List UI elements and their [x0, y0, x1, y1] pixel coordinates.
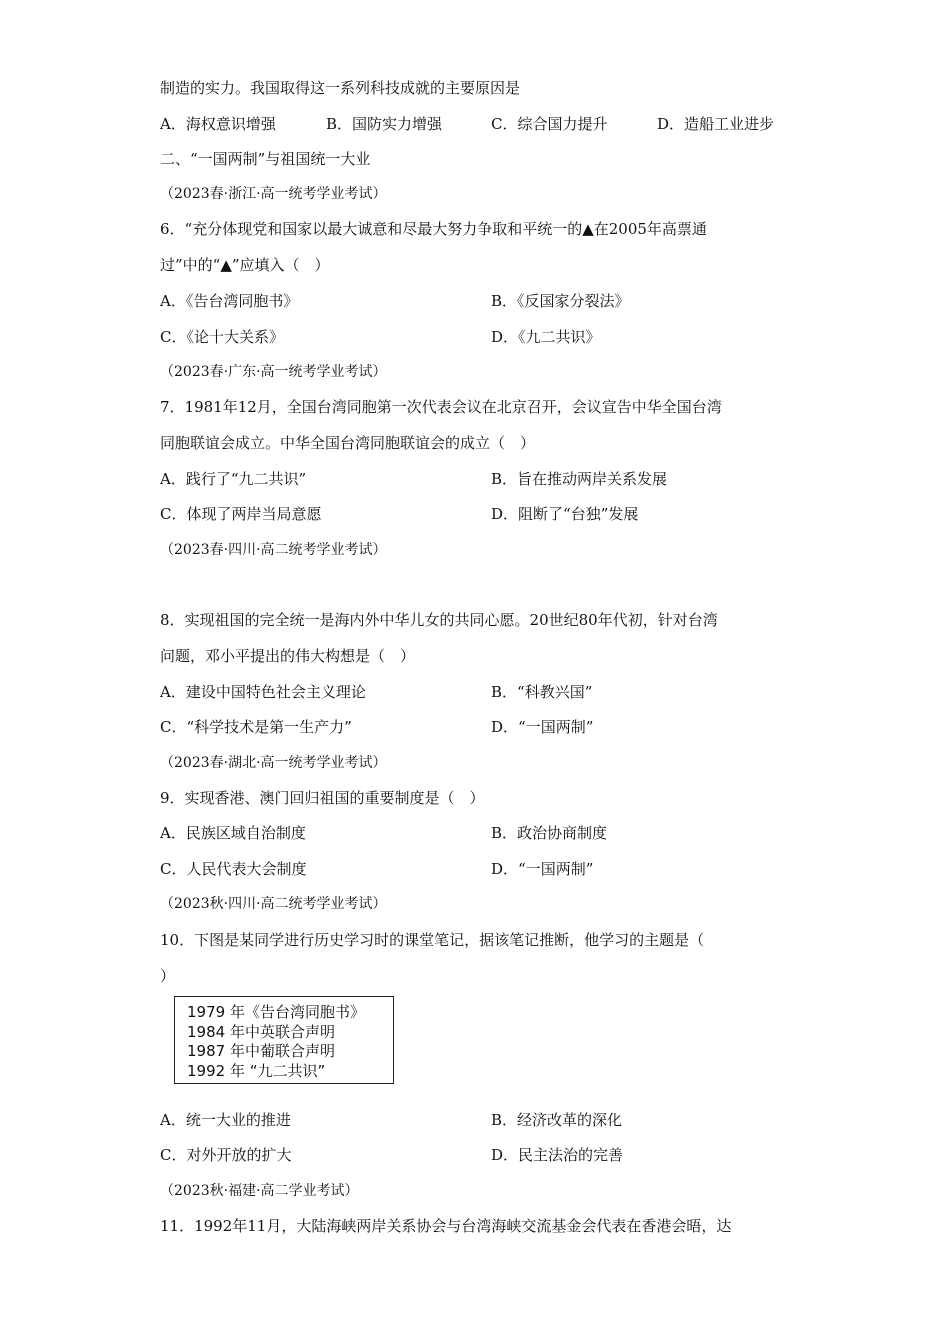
- question-text-line: 11．1992年11月，大陆海峡两岸关系协会与台湾海峡交流基金会代表在香港会晤，达: [160, 1217, 732, 1235]
- option-d: D．“一国两制”: [491, 860, 594, 878]
- note-line: 1987 年中葡联合声明: [187, 1042, 335, 1060]
- question-source: （2023秋·福建·高二学业考试）: [160, 1183, 359, 1199]
- question-text-line: 问题，邓小平提出的伟大构想是（ ）: [160, 647, 416, 665]
- option-d: D．造船工业进步: [657, 115, 775, 133]
- option-c: C．人民代表大会制度: [160, 860, 307, 878]
- option-a: A．海权意识增强: [160, 115, 276, 133]
- question-source: （2023春·浙江·高一统考学业考试）: [160, 186, 387, 202]
- option-d: D．民主法治的完善: [491, 1146, 624, 1164]
- option-b: B．政治协商制度: [491, 824, 608, 842]
- option-d: D．《九二共识》: [491, 328, 601, 346]
- option-a: A．统一大业的推进: [160, 1111, 291, 1129]
- question-text-line: 6．“充分体现党和国家以最大诚意和尽最大努力争取和平统一的▲在2005年高票通: [160, 220, 707, 238]
- question-text-line: 8．实现祖国的完全统一是海内外中华儿女的共同心愿。20世纪80年代初，针对台湾: [160, 611, 718, 629]
- question-text-line: 9．实现香港、澳门回归祖国的重要制度是（ ）: [160, 789, 485, 807]
- option-d: D．“一国两制”: [491, 718, 594, 736]
- option-c: C．“科学技术是第一生产力”: [160, 718, 352, 736]
- note-line: 1992 年 “九二共识”: [187, 1061, 326, 1080]
- option-c: C．综合国力提升: [491, 115, 608, 133]
- option-c: C．体现了两岸当局意愿: [160, 505, 322, 523]
- question-text-line: 10．下图是某同学进行历史学习时的课堂笔记，据该笔记推断，他学习的主题是（: [160, 931, 705, 949]
- option-b: B．经济改革的深化: [491, 1111, 623, 1129]
- option-a: A．《告台湾同胞书》: [160, 292, 299, 310]
- class-notes-figure: [174, 996, 394, 1084]
- option-a: A．民族区域自治制度: [160, 824, 306, 842]
- question-text-line: ）: [160, 967, 176, 985]
- question-source: （2023春·广东·高一统考学业考试）: [160, 364, 387, 380]
- question-source: （2023春·湖北·高一统考学业考试）: [160, 755, 387, 771]
- question-text-line: 7．1981年12月，全国台湾同胞第一次代表会议在北京召开，会议宣告中华全国台湾: [160, 398, 722, 416]
- option-b: B．“科教兴国”: [491, 683, 593, 701]
- option-d: D．阻断了“台独”发展: [491, 505, 639, 523]
- question-text-line: 过”中的“▲”应填入（ ）: [160, 256, 330, 274]
- option-c: C．《论十大关系》: [160, 328, 284, 346]
- question-text-line: 同胞联谊会成立。中华全国台湾同胞联谊会的成立（ ）: [160, 434, 536, 452]
- option-c: C．对外开放的扩大: [160, 1146, 292, 1164]
- section-title: 二、“一国两制”与祖国统一大业: [160, 150, 371, 168]
- option-b: B．《反国家分裂法》: [491, 292, 630, 310]
- option-a: A．践行了“九二共识”: [160, 470, 307, 488]
- question-source: （2023秋·四川·高二统考学业考试）: [160, 896, 387, 912]
- note-line: 1979 年《告台湾同胞书》: [187, 1003, 365, 1021]
- question-source: （2023春·四川·高二统考学业考试）: [160, 542, 387, 558]
- note-line: 1984 年中英联合声明: [187, 1022, 335, 1041]
- question-text-line: 制造的实力。我国取得这一系列科技成就的主要原因是: [160, 79, 521, 97]
- option-b: B．旨在推动两岸关系发展: [491, 470, 668, 488]
- option-b: B．国防实力增强: [326, 115, 443, 133]
- option-a: A．建设中国特色社会主义理论: [160, 683, 366, 701]
